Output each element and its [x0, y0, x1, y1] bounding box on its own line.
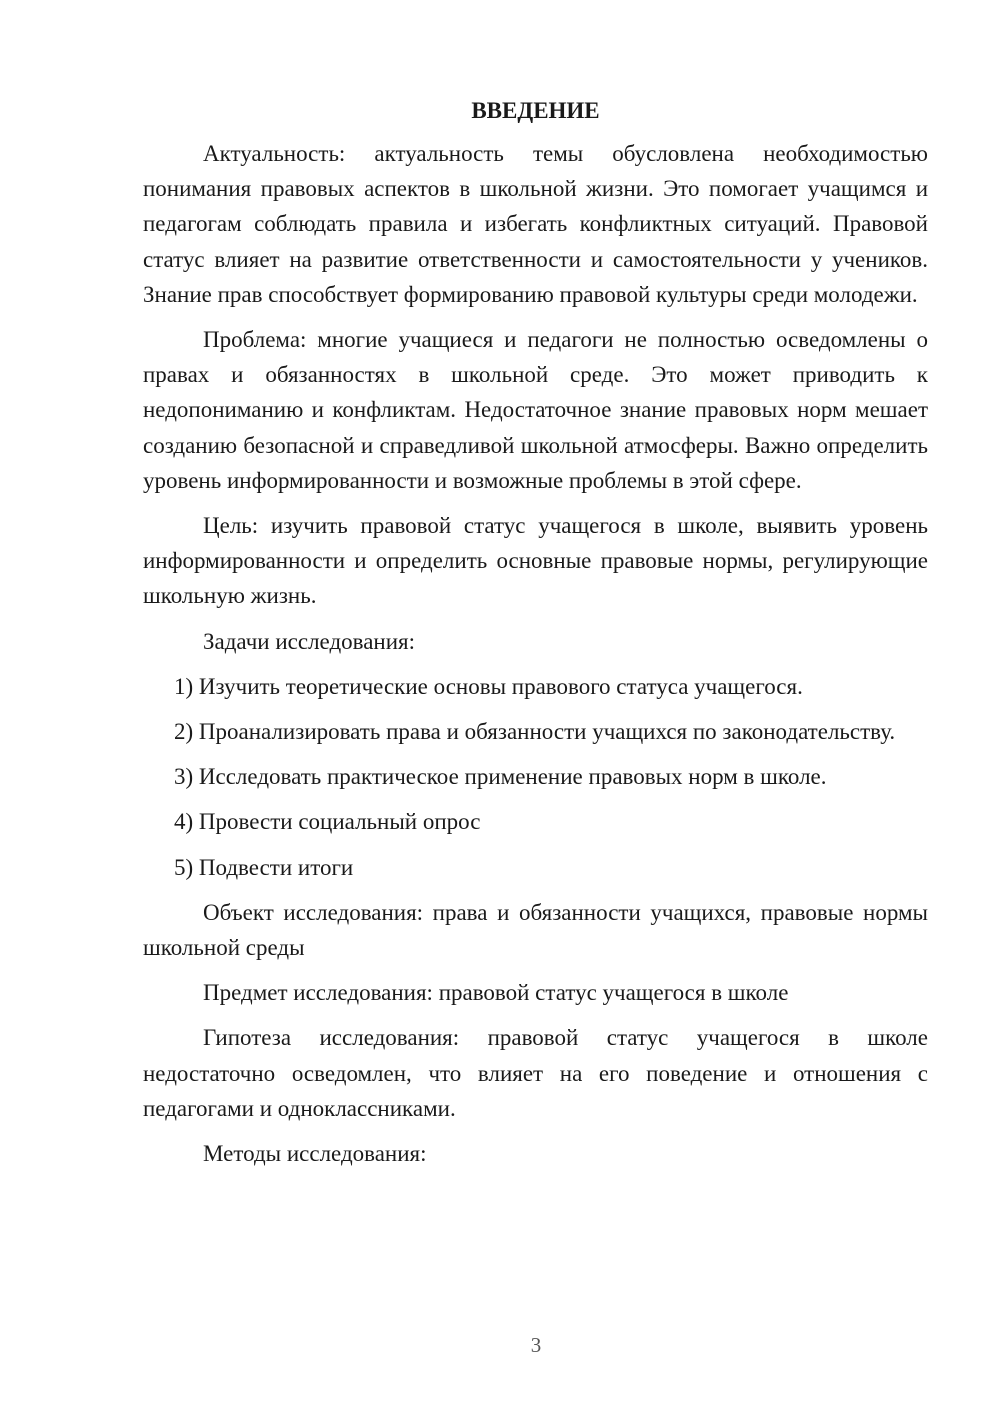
page-content: [143, 96, 928, 1181]
paragraph-tasks-heading: Задачи исследования:: [203, 628, 416, 654]
paragraph-goal: Цель: изучить правовой статус учащегося в школе, выявить уровень информированности и определить основные правовые нормы, регулирующие школьную жизнь.: [143, 513, 928, 609]
paragraph-problem: Проблема: многие учащиеся и педагоги не полностью осведомлены о правах и обязанностях в школьной среде. Это может приводить к недопониманию и конфликтам. Недостаточное знание правовых норм мешает созданию безопасной и справедливой школьной атмосферы. Важно определить уровень информированности и возможные проблемы в этой сфере.: [143, 327, 928, 493]
task-item-1: 1) Изучить теоретические основы правового статуса учащегося.: [174, 673, 803, 699]
page-number: 3: [530, 1333, 542, 1357]
task-item-5: 5) Подвести итоги: [174, 854, 354, 880]
paragraph-object: Объект исследования: права и обязанности учащихся, правовые нормы школьной среды: [143, 899, 928, 961]
task-item-2: 2) Проанализировать права и обязанности учащихся по законодательству.: [174, 719, 896, 745]
paragraph-methods: Методы исследования:: [203, 1141, 427, 1167]
paragraph-subject: Предмет исследования: правовой статус учащегося в школе: [203, 980, 789, 1006]
section-title: ВВЕДЕНИЕ: [471, 98, 600, 123]
paragraph-relevance: Актуальность: актуальность темы обусловлена необходимостью понимания правовых аспектов в школьной жизни. Это помогает учащимся и педагогам соблюдать правила и избегать конфликтных ситуаций. Правовой статус влияет на развитие ответственности и самостоятельности у учеников. Знание прав способствует формированию правовой культуры среди молодежи.: [143, 141, 928, 307]
task-item-4: 4) Провести социальный опрос: [174, 809, 481, 835]
task-item-3: 3) Исследовать практическое применение правовых норм в школе.: [174, 764, 827, 790]
paragraph-hypothesis: Гипотеза исследования: правовой статус учащегося в школе недостаточно осведомлен, что влияет на его поведение и отношения с педагогами и одноклассниками.: [143, 1025, 928, 1121]
